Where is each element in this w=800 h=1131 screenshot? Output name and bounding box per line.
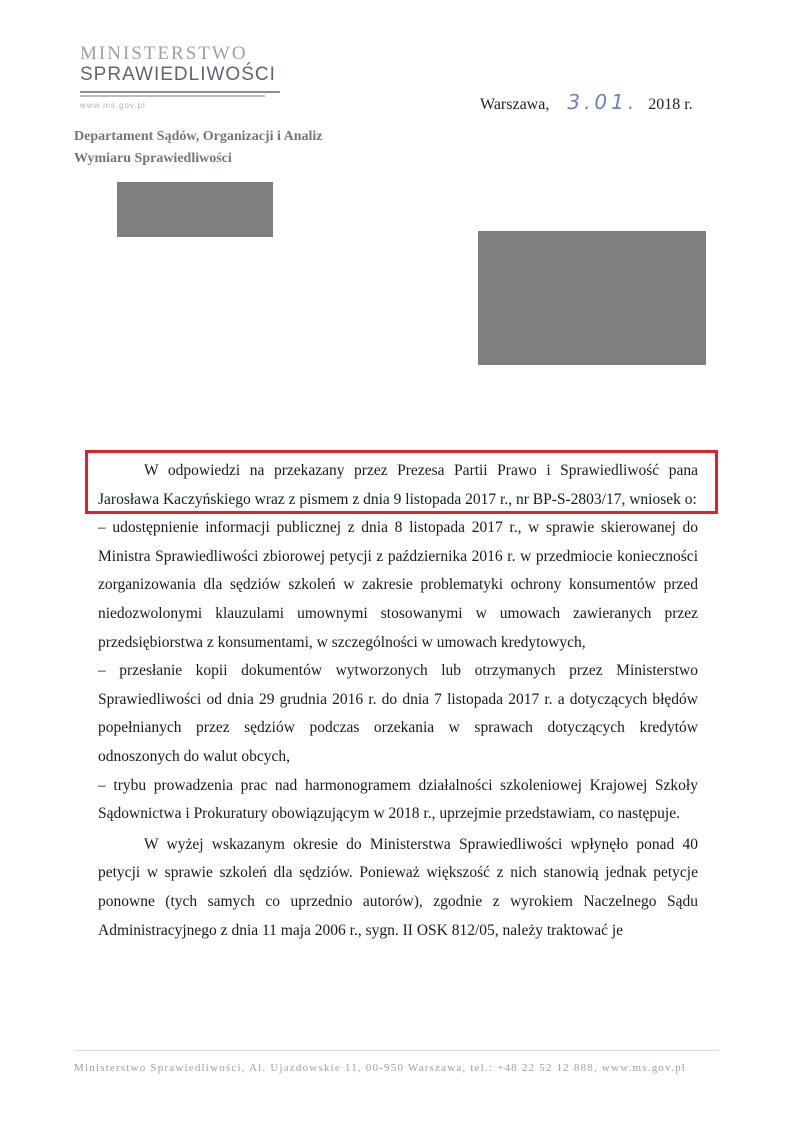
ministry-logo	[80, 44, 285, 110]
department-name	[74, 126, 323, 170]
paragraph-main: W wyżej wskazanym okresie do Ministerstwa Sprawiedliwości wpłynęło ponad 40 petycji w sprawie szkoleń dla sędziów. Ponieważ większość z nich stanowią jednak petycje ponowne (tych samych co uprzednio autorów), zgodnie z wyrokiem Naczelnego Sądu Administracyjnego z dnia 11 maja 2006 r., sygn. II OSK 812/05, należy traktować je	[98, 835, 698, 939]
list-item: – udostępnienie informacji publicznej z dnia 8 listopada 2017 r., w sprawie skierowanej do Ministra Sprawiedliwości zbiorowej petycji z października 2016 r. w przedmiocie konieczności zorganizowania dla sędziów szkoleń w zakresie problematyki ochrony konsumentów przed niedozwolonymi klauzulami umownymi stosowanymi w umowach zawieranych przez przedsiębiorstwa z konsumentami, w szczególności w umowach kredytowych,	[98, 519, 698, 651]
logo-url: www.ms.gov.pl	[80, 101, 146, 110]
list-item: – trybu prowadzenia prac nad harmonogramem działalności szkoleniowej Krajowej Szkoły Sądownictwa i Prokuratury obowiązującym w 2018 r., uprzejmie przedstawiam, co następuje.	[98, 776, 698, 823]
letter-date	[480, 90, 693, 114]
redacted-block-sender	[117, 182, 273, 237]
logo-bars	[80, 91, 280, 97]
date-handwritten: 3.01.	[567, 90, 639, 114]
department-line2: Wymiaru Sprawiedliwości	[74, 151, 232, 166]
paragraph-intro: W odpowiedzi na przekazany przez Prezesa Partii Prawo i Sprawiedliwość pana Jarosława Kaczyńskiego wraz z pismem z dnia 9 listopada 2017 r., nr BP-S-2803/17, wniosek o:	[98, 462, 698, 508]
footer-address: Ministerstwo Sprawiedliwości, Al. Ujazdowskie 11, 00-950 Warszawa, tel.: +48 22 52 12 888, www.ms.gov.pl	[74, 1062, 687, 1074]
date-city: Warszawa,	[480, 96, 550, 113]
letter-body	[98, 457, 698, 945]
date-year: 2018 r.	[648, 96, 693, 113]
logo-line2: SPRAWIEDLIWOŚCI	[80, 64, 276, 85]
list-item: – przesłanie kopii dokumentów wytworzonych lub otrzymanych przez Ministerstwo Sprawiedliwości od dnia 29 grudnia 2016 r. do dnia 7 listopada 2017 r. a dotyczących błędów popełnianych przez sędziów podczas orzekania w sprawach dotyczących kredytów odnoszonych do walut obcych,	[98, 662, 698, 765]
logo-line1: MINISTERSTWO	[80, 43, 248, 64]
department-line1: Departament Sądów, Organizacji i Analiz	[74, 129, 323, 144]
footer-divider	[74, 1050, 719, 1051]
highlight-box	[85, 450, 718, 514]
redacted-block-recipient	[478, 231, 706, 365]
